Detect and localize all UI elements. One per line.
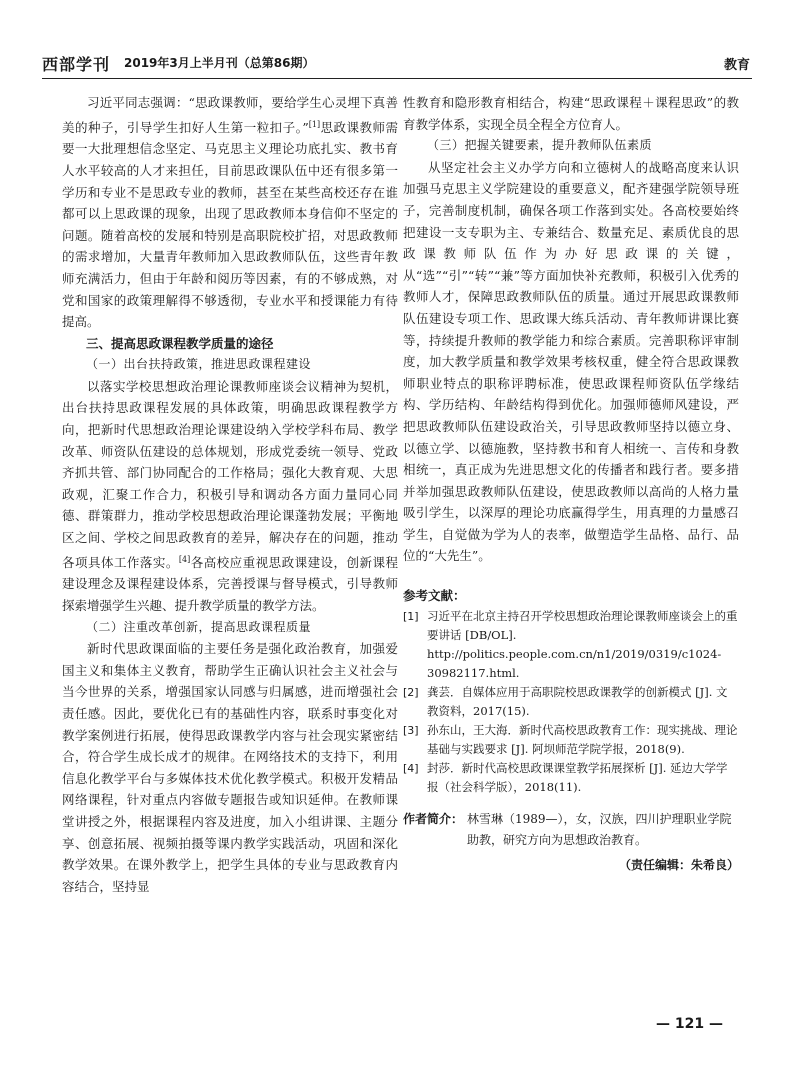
page-header	[42, 48, 752, 79]
reference-item: [4] 封莎．新时代高校思政课课堂教学拓展探析 [J]. 延边大学学报（社会科学版），2018(11).	[403, 760, 728, 794]
editor-note: （责任编辑：朱希良）	[618, 857, 739, 872]
section-heading: 三、提高思政课程教学质量的途径	[86, 335, 274, 351]
paragraph: 习近平同志强调：“思政课教师，要给学生心灵埋下真善美的种子，引导学生扣好人生第一粒扣子。”[1]思政课教师需要一大批理想信念坚定、马克思主义理论功底扎实、教书育人水平较高的人才来担任，目前思政课队伍中还有很多第一学历和专业不是思政专业的教师，甚至在某些高校还存在谁都可以上思政课的现象，出现了思政教师本身信仰不坚定的问题。随着高校的发展和特别是高职院校扩招，对思政教师的需求增加，大量青年教师加入思政教师队伍，这些青年教师充满活力，但由于年龄和阅历等因素，有的不够成熟，对党和国家的政策理解得不够透彻，专业水平和授课能力有待提高。	[62, 95, 398, 330]
paragraph: 以落实学校思想政治理论课教师座谈会议精神为契机，出台扶持思政课程发展的具体政策，明确思政课程教学方向，把新时代思想政治理论课建设纳入学校学科布局、教学改革、师资队伍建设的总体规划，形成党委统一领导、党政齐抓共管、部门协同配合的工作格局；强化大教育观、大思政观，汇聚工作合力，积极引导和调动各方面力量同心同德、群策群力，推动学校思想政治理论课蓬勃发展；平衡地区之间、学校之间思政教育的差异，解决存在的问题，推动各项具体工作落实。[4]各高校应重视思政课建设，创新课程建设理念及课程建设体系，完善授课与督导模式，引导教师探索增强学生兴趣、提升教学质量的教学方法。	[62, 378, 398, 613]
citation: [1]	[308, 119, 321, 129]
references-list	[403, 607, 739, 797]
left-column	[62, 92, 398, 897]
references-title: 参考文献：	[403, 588, 466, 604]
right-column	[403, 92, 739, 876]
reference-item: [1] 习近平在北京主持召开学校思想政治理论课教师座谈会上的重要讲话 [DB/OL]. http://politics.people.com.cn/n1/2019/0319/c1024-30982117.html.	[403, 608, 738, 680]
paragraph: 新时代思政课面临的主要任务是强化政治教育，加强爱国主义和集体主义教育，帮助学生正确认识社会主义社会与当今世界的关系，增强国家认同感与归属感，进而增强社会责任感。因此，要优化已有的基础性内容，联系时事变化对教学案例进行拓展，使得思政课教学内容与社会现实紧密结合，符合学生成长成才的规律。在网络技术的支持下，利用信息化教学平台与多媒体技术优化教学模式。积极开发精品网络课程，针对重点内容做专题报告或知识延伸。在教师课堂讲授之外，根据课程内容及进度，加入小组讲课、主题分享、创意拓展、视频拍摄等课内教学实践活动，巩固和深化教学效果。在课外教学上，把学生具体的专业与思政教育内容结合，坚持显	[62, 641, 398, 894]
author-label: 作者简介：	[403, 811, 464, 826]
subsection-heading: （二）注重改革创新，提高思政课程质量	[86, 619, 312, 634]
reference-item: [3] 孙东山，王大海．新时代高校思政教育工作：现实挑战、理论基础与实践要求 [J]. 阿坝师范学院学报，2018(9).	[403, 722, 738, 756]
author-bio	[403, 809, 739, 851]
page-number: — 121 —	[656, 1016, 723, 1032]
section-name: 教育	[723, 58, 750, 73]
journal-issue: 2019年3月上半月刊（总第86期）	[124, 56, 315, 70]
paragraph: 性教育和隐形教育相结合，构建“思政课程＋课程思政”的教育教学体系，实现全员全程全方位育人。	[403, 95, 739, 132]
citation: [4]	[178, 554, 191, 564]
author-text: 林雪琳（1989—），女，汉族，四川护理职业学院助教，研究方向为思想政治教育。	[467, 811, 732, 847]
journal-logo: 西部学刊	[42, 55, 111, 74]
paragraph: 从坚定社会主义办学方向和立德树人的战略高度来认识加强马克思主义学院建设的重要意义，配齐建强学院领导班子，完善制度机制，确保各项工作落到实处。各高校要始终把建设一支专职为主、专兼结合、数量充足、素质优良的思政课教师队伍作为办好思政课的关键，从“选”“引”“转”“兼”等方面加快补充教师，积极引入优秀的教师人才，保障思政教师队伍的质量。通过开展思政课教师队伍建设专项工作、思政课大练兵活动、青年教师讲课比赛等，持续提升教师的教学能力和综合素质。完善职称评审制度，加大教学质量和教学效果考核权重，健全符合思政课教师职业特点的职称评聘标准，使思政课程师资队伍学缘结构、学历结构、年龄结构得到优化。加强师德师风建设，严把思政教师队伍建设政治关，引导思政教师坚持以德立身、以德立学、以德施教，坚持教书和育人相统一、言传和身教相统一，真正成为先进思想文化的传播者和践行者。要多措并举加强思政教师队伍建设，使思政教师以高尚的人格力量吸引学生，以深厚的理论功底赢得学生，用真理的力量感召学生，自觉做为学为人的表率，做塑造学生品格、品行、品位的“大先生”。	[403, 159, 739, 564]
subsection-heading: （三）把握关键要素，提升教师队伍素质	[427, 138, 653, 153]
subsection-heading: （一）出台扶持政策，推进思政课程建设	[86, 357, 312, 372]
reference-item: [2] 龚芸．自媒体应用于高职院校思政课教学的创新模式 [J]. 文教资料，2017(15).	[403, 684, 728, 718]
